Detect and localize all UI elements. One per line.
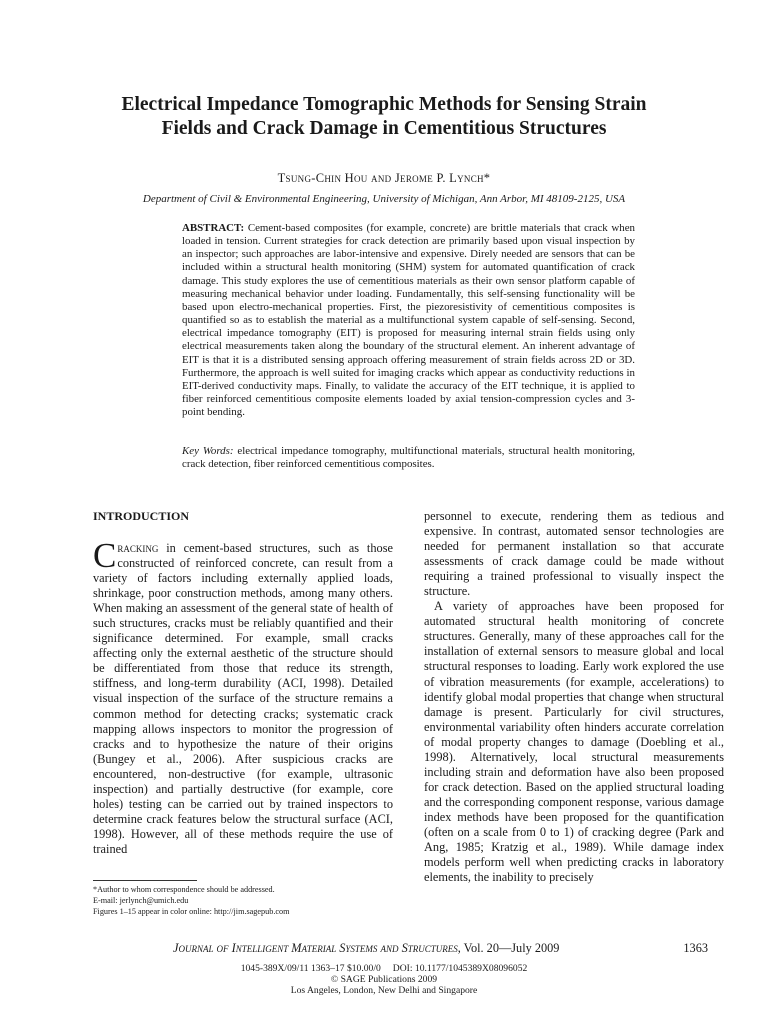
abstract xyxy=(182,222,635,419)
intro-paragraph-1-continued: personnel to execute, rendering them as tedious and expensive. In contrast, automated sensor technologies are needed for permanent installation so that accurate assessments of crack damage could be made without requiring a trained professional to visually inspect the structure. xyxy=(424,509,724,599)
intro-paragraph-1 xyxy=(93,536,393,857)
page-number: 1363 xyxy=(683,941,708,955)
section-heading-introduction: INTRODUCTION xyxy=(93,509,190,523)
author-list: Tsung-Chin Hou and Jerome P. Lynch* xyxy=(277,171,491,185)
footnote-email: E-mail: jerlynch@umich.edu xyxy=(93,896,189,906)
paper-title-line-2: Fields and Crack Damage in Cementitious Structures xyxy=(161,118,607,139)
abstract-label: ABSTRACT: xyxy=(182,222,245,234)
copyright: © SAGE Publications 2009 xyxy=(330,973,438,985)
publisher-locations: Los Angeles, London, New Delhi and Singapore xyxy=(290,984,478,996)
footnote-correspondence: *Author to whom correspondence should be addressed. xyxy=(93,885,275,894)
footnote-figures: Figures 1–15 appear in color online: http://jim.sagepub.com xyxy=(93,907,290,917)
abstract-text: Cement-based composites (for example, concrete) are brittle materials that crack when loaded in tension. Current strategies for crack detection are primarily based upon visual inspection by an inspector; such approaches are labor-intensive and expensive. Direly needed are sensors that can be included within a structural health monitoring (SHM) system for automated quantification of crack damage. This study explores the use of cementitious materials as their own sensor platform capable of measuring mechanical behavior under loading. Fundamentally, this self-sensing functionality will be based upon electro-mechanical properties. First, the piezoresistivity of cementitious composites is quantified so as to establish the material as a multifunctional system capable of self-sensing. Second, electrical impedance tomography (EIT) is proposed for measuring internal strain fields using only electrical measurements taken along the boundary of the structural element. An inherent advantage of EIT is that it is a distributed sensing approach offering measurement of strain fields across 2D or 3D. Furthermore, the approach is well suited for imaging cracks which appear as conductivity reductions in EIT-derived conductivity maps. Finally, to validate the accuracy of the EIT technique, it is applied to fiber reinforced cementitious composite elements loaded by axial tension-compression cycles and 3-point bending. xyxy=(182,222,635,419)
issn: 1045-389X/09/11 1363–17 $10.00/0 xyxy=(240,963,381,974)
publication-info xyxy=(0,964,768,996)
author-affiliation: Department of Civil & Environmental Engineering, University of Michigan, Ann Arbor, MI 48109-2125, USA xyxy=(142,193,626,205)
journal-volume: , Vol. 20—July 2009 xyxy=(457,941,560,955)
intro-paragraph-1-text: in cement-based structures, such as those constructed of reinforced concrete, can result from a variety of factors including externally applied loads, shrinkage, poor construction methods, among many others. When making an assessment of the general state of health of such structures, cracks must be reliably quantified and their significance determined. For example, small cracks affecting only the external aesthetic of the structure should be differentiated from those that reduce its strength, stiffness, and long-term durability (ACI, 1998). Detailed visual inspection of the surface of the structure remains a common method for detecting cracks; systematic crack mapping allows inspectors to monitor the progression of cracks and to hypothesize the nature of their origins (Bungey et al., 2006). After suspicious cracks are encountered, non-destructive (for example, ultrasonic inspection) and partially destructive (for example, core holes) testing can be carried out by trained inspectors to determine crack features below the structural surface (ACI, 1998). However, all of these methods require the use of trained xyxy=(93,541,393,856)
doi: DOI: 10.1177/1045389X08096052 xyxy=(392,963,528,974)
right-column xyxy=(424,509,724,885)
paper-title xyxy=(60,93,708,141)
drop-cap: C xyxy=(93,536,117,575)
keywords xyxy=(182,445,635,471)
paper-title-line-1: Electrical Impedance Tomographic Methods for Sensing Strain xyxy=(121,94,647,115)
journal-citation xyxy=(173,941,559,956)
keywords-label: Key Words: xyxy=(182,445,234,457)
keywords-text: electrical impedance tomography, multifunctional materials, structural health monitoring, crack detection, fiber reinforced cementitious composites. xyxy=(182,445,635,471)
intro-lead-word: racking xyxy=(117,541,159,555)
left-column xyxy=(93,536,393,857)
footnote-divider xyxy=(93,880,197,881)
journal-name: Journal of Intelligent Material Systems and Structures xyxy=(173,941,458,955)
intro-paragraph-2: A variety of approaches have been proposed for automated structural health monitoring of concrete structures. Generally, many of these approaches call for the installation of external sensors to measure global and local structural responses to loading. Early work explored the use of vibration measurements (for example, accelerations) to identify global modal properties that change when structural damage is present. Particularly for civil structures, environmental variability often hinders accurate correlation of modal property changes to damage (Doebling et al., 1998). Alternatively, local structural measurements including strain and deformation have also been proposed for crack detection. Based on the applied structural loading and the corresponding component response, various damage index methods have been proposed for the quantification (often on a scale from 0 to 1) of cracking degree (Park and Ang, 1985; Kratzig et al., 1989). While damage index models perform well when predicting cracks in laboratory elements, the inability to precisely xyxy=(424,599,724,885)
footnotes xyxy=(93,884,393,918)
